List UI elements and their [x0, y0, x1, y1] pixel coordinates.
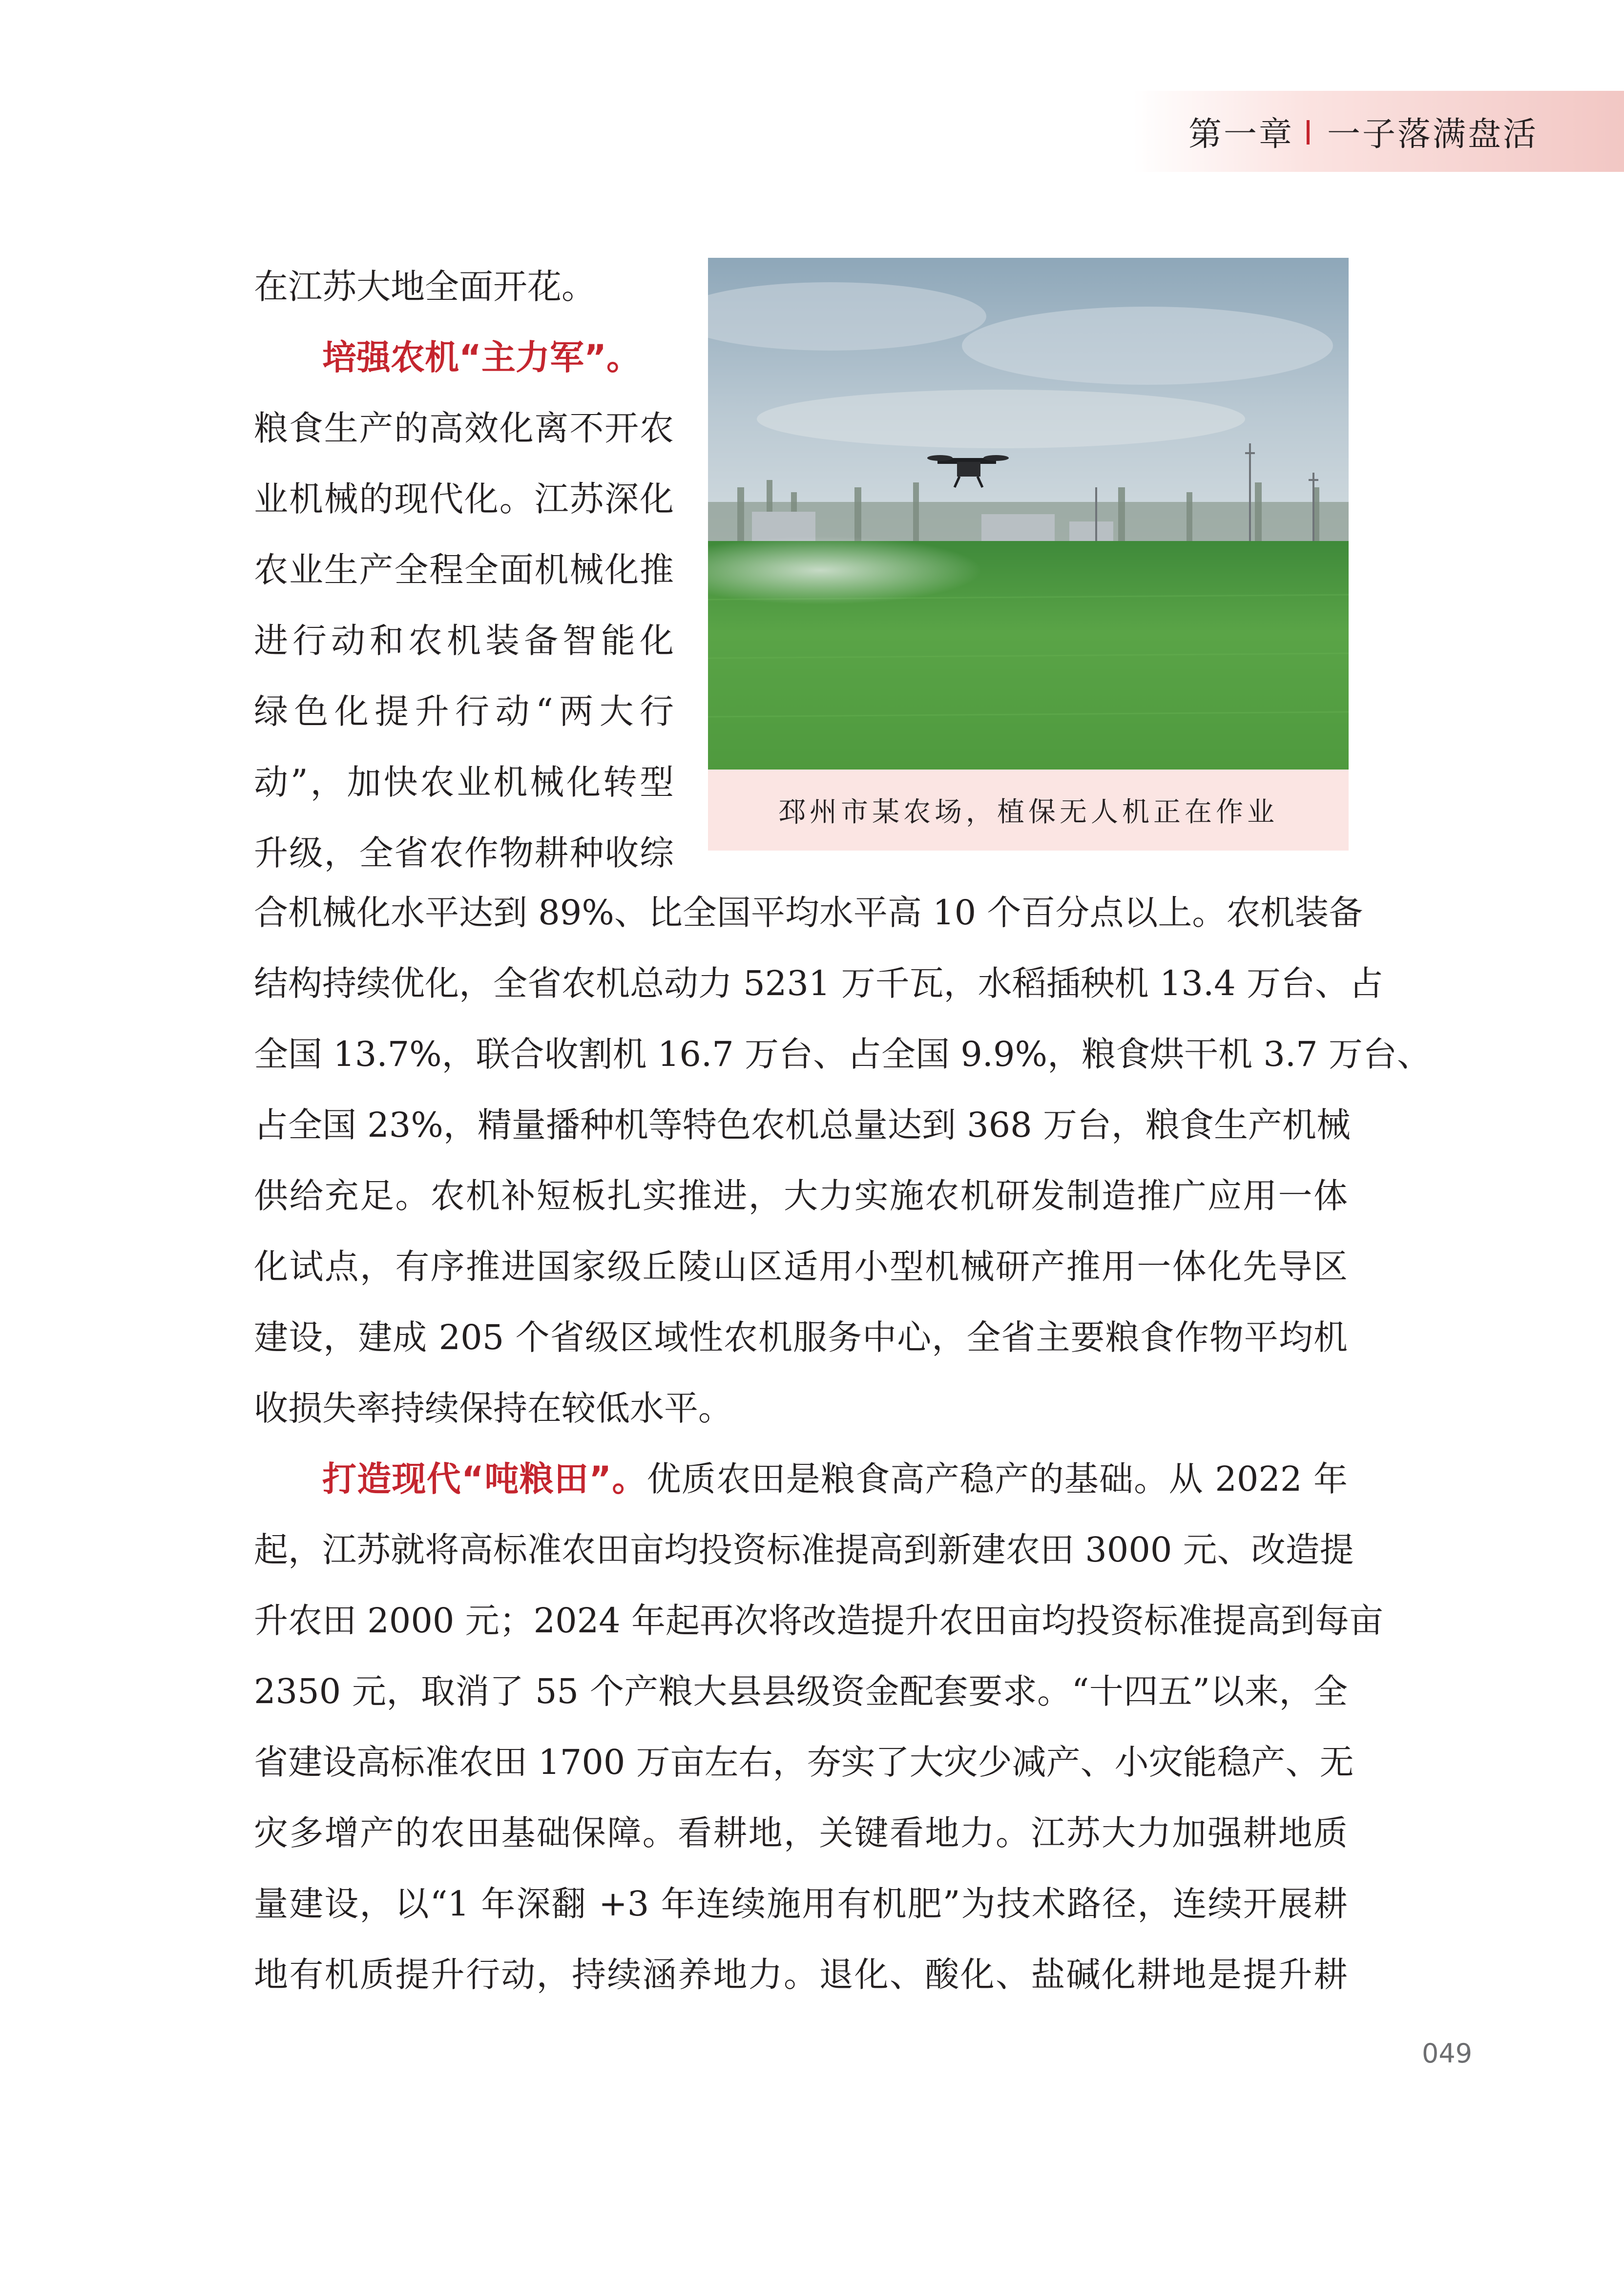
- text-line: 供给充足。农机补短板扎实推进，大力实施农机研发制造推广应用一体: [254, 1176, 1348, 1216]
- section2-first-line: [254, 1444, 1348, 1515]
- text-line: 合机械化水平达到 89%、比全国平均水平高 10 个百分点以上。农机装备: [254, 893, 1363, 933]
- text-line: 建设，建成 205 个省级区域性农机服务中心，全省主要粮食作物平均机: [254, 1317, 1348, 1357]
- text-line: 升级，全省农作物耕种收综: [254, 833, 674, 873]
- text-line: 量建设，以“1 年深翻 +3 年连续施用有机肥”为技术路径，连续开展耕: [254, 1884, 1348, 1924]
- text-line: 全国 13.7%，联合收割机 16.7 万台、占全国 9.9%，粮食烘干机 3.7 万台、: [254, 1034, 1431, 1074]
- chapter-title: 一子落满盘活: [1327, 115, 1539, 154]
- page-number: 049: [1422, 2038, 1473, 2069]
- text-line: 业机械的现代化。江苏深化: [254, 479, 674, 519]
- text-line: 收损失率持续保持在较低水平。: [254, 1388, 732, 1428]
- section-heading-farmland: 打造现代“吨粮田”。: [322, 1459, 647, 1499]
- text-line: 化试点，有序推进国家级丘陵山区适用小型机械研产推用一体化先导区: [254, 1247, 1348, 1287]
- wide-text-column: [254, 877, 1431, 2010]
- text-line: 2350 元，取消了 55 个产粮大县县级资金配套要求。“十四五”以来，全: [254, 1671, 1348, 1711]
- section2-first-line-text: 优质农田是粮食高产稳产的基础。从 2022 年: [646, 1459, 1348, 1499]
- photo-caption-box: [708, 770, 1349, 851]
- photo-caption: 邳州市某农场，植保无人机正在作业: [778, 796, 1278, 828]
- text-line: 地有机质提升行动，持续涵养地力。退化、酸化、盐碱化耕地是提升耕: [254, 1955, 1348, 1995]
- section-heading-agri-machinery: 培强农机“主力军”。: [322, 337, 641, 377]
- text-line: 在江苏大地全面开花。: [254, 267, 596, 307]
- text-line: 占全国 23%，精量播种机等特色农机总量达到 368 万台，粮食生产机械: [254, 1105, 1351, 1145]
- chapter-header-tab: [1133, 91, 1624, 172]
- text-line: 省建设高标准农田 1700 万亩左右，夯实了大灾少减产、小灾能稳产、无: [254, 1742, 1354, 1782]
- text-line: 粮食生产的高效化离不开农: [254, 408, 674, 448]
- text-line: 农业生产全程全面机械化推: [254, 550, 674, 590]
- drone-field-photo: [708, 258, 1349, 770]
- text-line: 绿色化提升行动“两大行: [254, 691, 674, 731]
- text-line: 进行动和农机装备智能化: [254, 621, 674, 661]
- chapter-separator: [1307, 120, 1310, 145]
- text-line: 灾多增产的农田基础保障。看耕地，关键看地力。江苏大力加强耕地质: [254, 1813, 1348, 1853]
- text-line: 动”，加快农业机械化转型: [254, 762, 674, 802]
- chapter-number: 第一章: [1188, 115, 1294, 154]
- narrow-text-column: [254, 251, 674, 889]
- text-line: 起，江苏就将高标准农田亩均投资标准提高到新建农田 3000 元、改造提: [254, 1530, 1354, 1570]
- text-line: 升农田 2000 元；2024 年起再次将改造提升农田亩均投资标准提高到每亩: [254, 1601, 1384, 1641]
- text-line: 结构持续优化，全省农机总动力 5231 万千瓦，水稻插秧机 13.4 万台、占: [254, 963, 1384, 1003]
